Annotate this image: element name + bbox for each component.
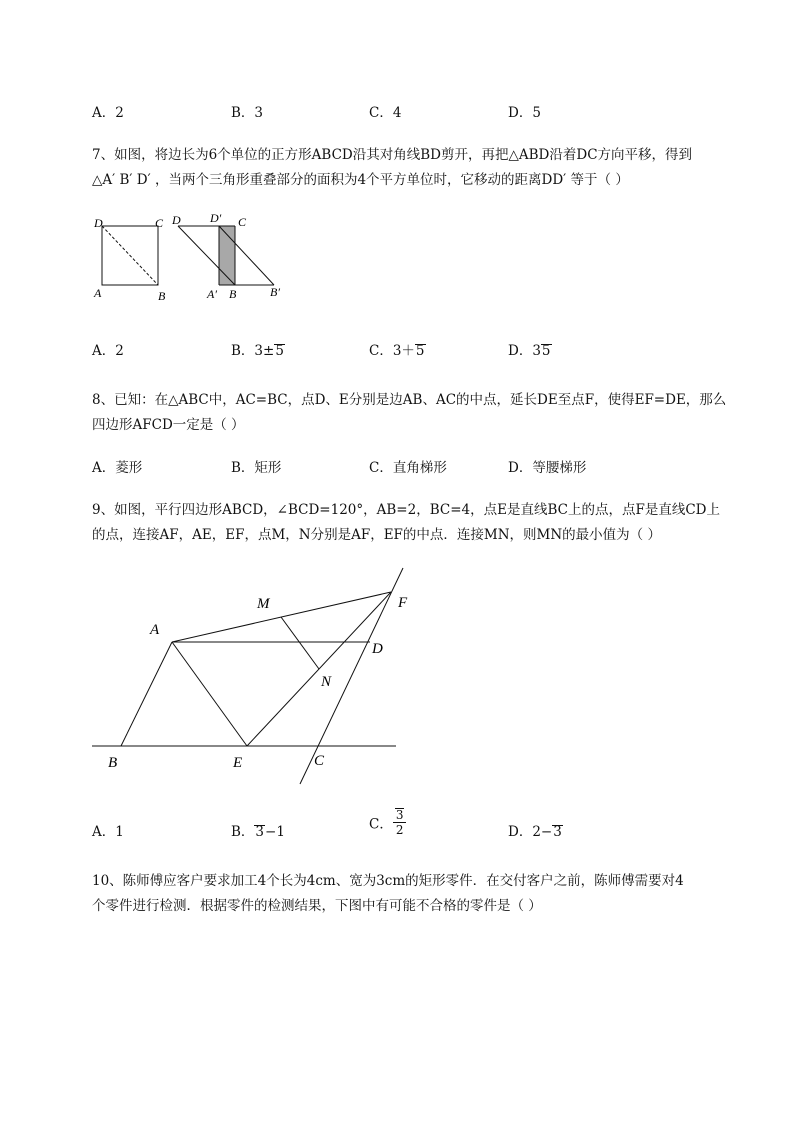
q7-option-b-prefix: B．3±: [231, 343, 275, 359]
q9-label-a: A: [150, 622, 160, 638]
q7-option-c-sqrt: 5: [415, 343, 425, 359]
q7-diagonal: [102, 226, 158, 285]
q9-label-m: M: [257, 596, 270, 612]
q9-label-c: C: [314, 753, 325, 769]
q8-question-line1: 8、已知：在△ABC中，AC=BC，点D、E分别是边AB、AC的中点，延长DE至点F，使得EF=DE，那么: [92, 392, 727, 408]
q8-option-d: D．等腰梯形: [508, 460, 587, 476]
q7-label-b2: B: [229, 287, 237, 301]
q6-option-d: D．5: [508, 105, 541, 121]
q9-option-b-sqrt: 3: [255, 824, 265, 840]
q7-figure: [88, 208, 298, 308]
q7-option-b: [231, 339, 285, 359]
q9-figure: [88, 562, 418, 787]
q7-label-c: C: [155, 216, 164, 230]
q9-option-a: A．1: [92, 824, 124, 840]
q9-question-line1: 9、如图，平行四边形ABCD，∠BCD=120°，AB=2，BC=4，点E是直线BC上的点，点F是直线CD上: [92, 502, 720, 518]
q9-option-c-sqrt: 3: [395, 808, 404, 822]
q7-option-c: [369, 339, 426, 359]
q6-option-a: A．2: [92, 105, 124, 121]
q9-segment-mn: [281, 617, 319, 669]
q7-label-bprime: B′: [270, 285, 280, 299]
q8-option-a: A．菱形: [92, 460, 143, 476]
q9-option-c-denominator: 2: [395, 823, 404, 837]
q7-label-a: A: [94, 286, 102, 300]
q7-label-b: B: [158, 289, 166, 303]
q9-segment-ae: [172, 642, 247, 746]
q8-option-b: B．矩形: [231, 460, 282, 476]
q7-option-b-sqrt: 5: [275, 343, 284, 359]
q9-label-n: N: [321, 674, 332, 690]
q9-option-c: [369, 808, 406, 837]
q9-option-d-sqrt: 3: [553, 824, 562, 840]
q10-question-line2: 个零件进行检测．根据零件的检测结果，下图中有可能不合格的零件是（ ）: [92, 898, 542, 914]
q9-side-ab: [121, 642, 172, 746]
q7-label-d: D: [94, 216, 103, 230]
q9-label-f: F: [398, 595, 408, 611]
q9-option-d-prefix: D．2−: [508, 824, 553, 840]
q9-label-b: B: [108, 755, 118, 771]
q9-label-e: E: [233, 755, 243, 771]
q10-question-line1: 10、陈师傅应客户要求加工4个长为4cm、宽为3cm的矩形零件．在交付客户之前，陈师傅需要对4: [92, 873, 684, 889]
q7-option-d: [508, 339, 552, 359]
q7-label-c2: C: [238, 215, 247, 229]
q9-question-line2: 的点，连接AF，AE，EF，点M，N分别是AF，EF的中点．连接MN，则MN的最小值为（ ）: [92, 527, 661, 543]
q7-option-c-prefix: C．3＋: [369, 343, 415, 359]
q7-label-dprime: D′: [210, 211, 222, 225]
q7-option-d-sqrt: 5: [541, 343, 551, 359]
q6-option-c: C．4: [369, 105, 402, 121]
q8-question-line2: 四边形AFCD一定是（ ）: [92, 417, 245, 433]
q9-option-b-prefix: B．: [231, 824, 255, 840]
q7-label-d2: D: [172, 213, 181, 227]
q9-option-c-prefix: C．: [369, 816, 393, 833]
q9-option-b: [231, 820, 285, 840]
q9-option-c-fraction: [393, 808, 407, 837]
q6-option-b: B．3: [231, 105, 264, 121]
q8-option-c: C．直角梯形: [369, 460, 447, 476]
q9-label-d: D: [372, 641, 383, 657]
q7-question-line2: △A′ B′ D′ ，当两个三角形重叠部分的面积为4个平方单位时，它移动的距离DD′ 等于（ ）: [92, 172, 629, 188]
q7-option-d-prefix: D．3: [508, 343, 541, 359]
q9-line-cd: [300, 568, 403, 784]
q7-question-line1: 7、如图，将边长为6个单位的正方形ABCD沿其对角线BD剪开，再把△ABD沿着DC方向平移，得到: [92, 147, 693, 163]
q9-option-b-suffix: −1: [265, 824, 285, 840]
q7-label-aprime: A′: [207, 287, 217, 301]
q9-option-d: [508, 820, 563, 840]
q7-option-a: A．2: [92, 343, 124, 359]
